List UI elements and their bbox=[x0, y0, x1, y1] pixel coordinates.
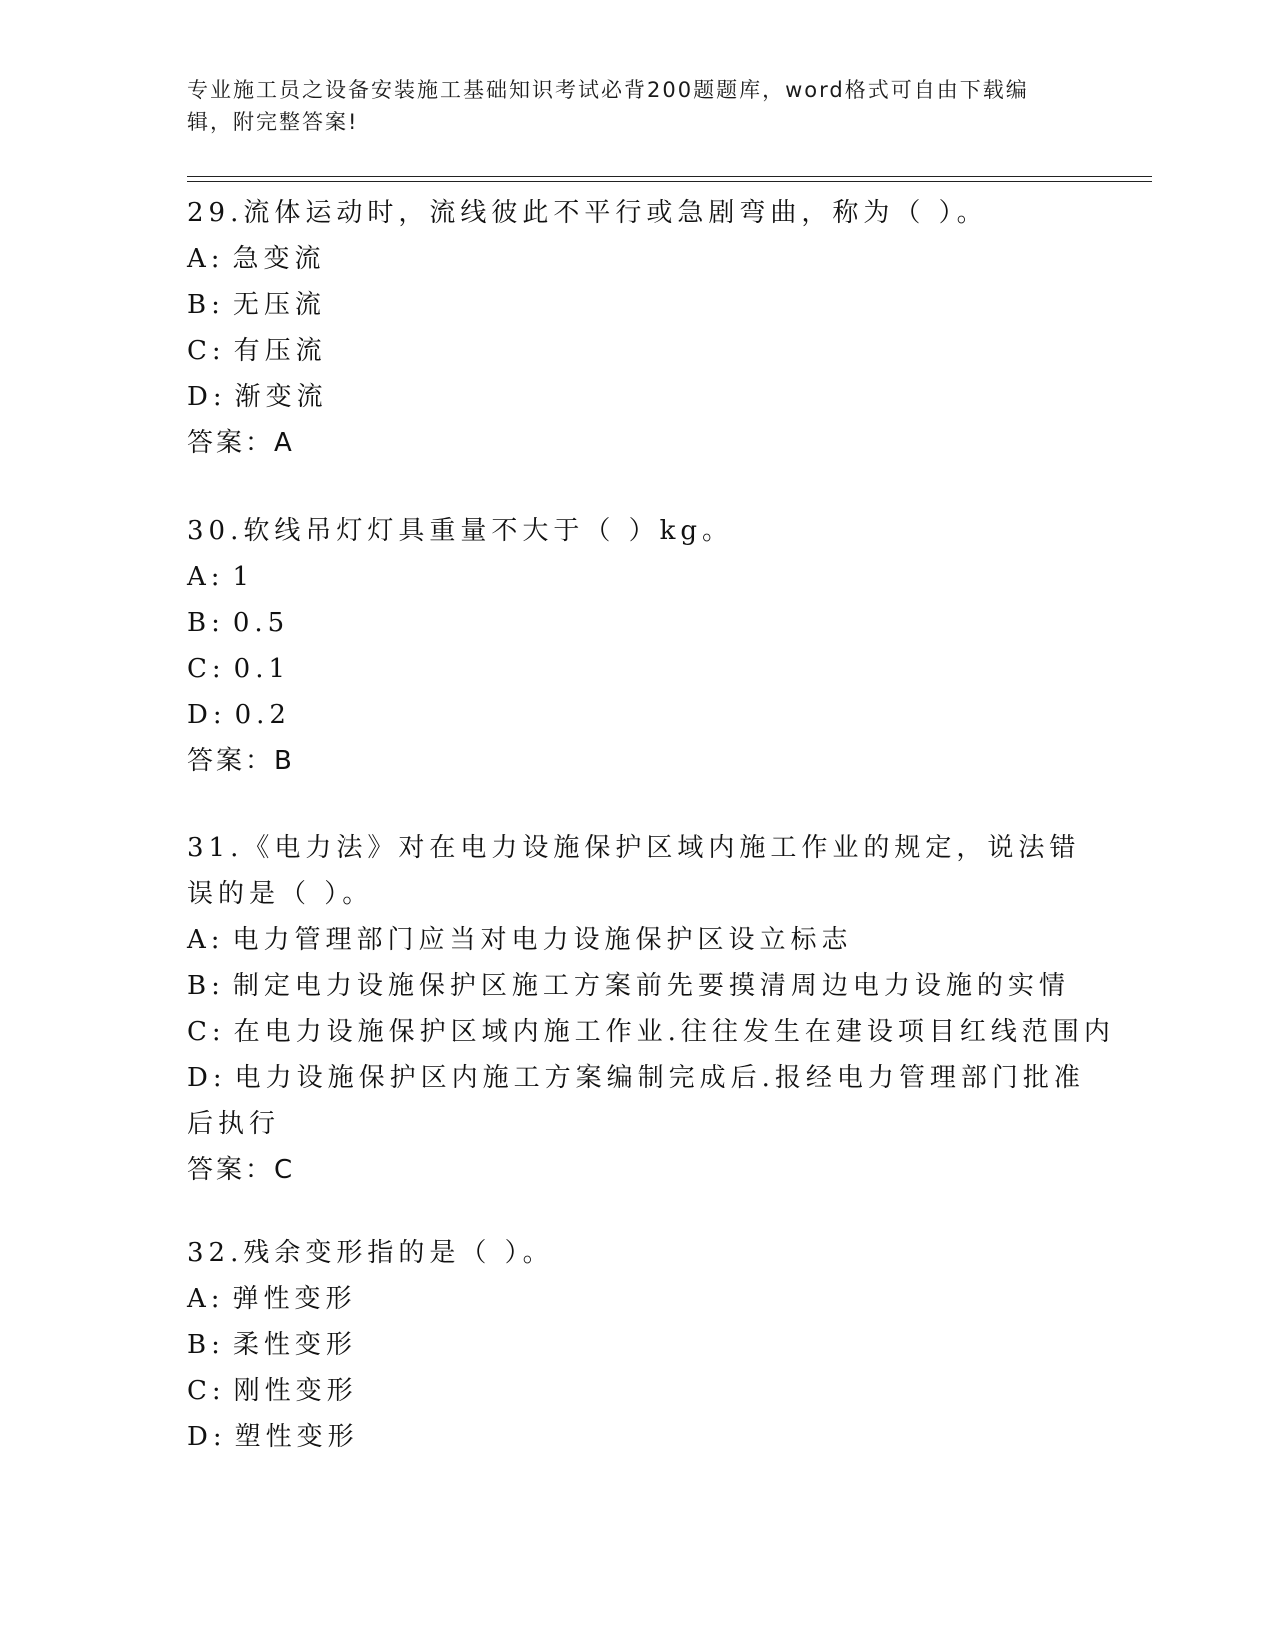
option-c: C: 0.1 bbox=[187, 654, 291, 684]
option-text: 渐变流 bbox=[234, 382, 328, 412]
option-d: D: 塑性变形 bbox=[187, 1422, 359, 1452]
question-stem: 29.流体运动时，流线彼此不平行或急剧弯曲，称为（ ）。 bbox=[187, 198, 988, 228]
option-text: 有压流 bbox=[233, 336, 327, 366]
option-d: D: 渐变流 bbox=[187, 382, 328, 412]
option-c: C: 有压流 bbox=[187, 336, 327, 366]
option-b: B: 制定电力设施保护区施工方案前先要摸清周边电力设施的实情 bbox=[187, 971, 1070, 1001]
option-text: 柔性变形 bbox=[232, 1330, 357, 1360]
option-text: 0.1 bbox=[233, 654, 291, 684]
option-text: 急变流 bbox=[232, 244, 326, 274]
question-32 bbox=[187, 1230, 1087, 1460]
answer-line: 答案：B bbox=[187, 746, 295, 776]
option-b: B: 0.5 bbox=[187, 608, 290, 638]
question-stem: 31.《电力法》对在电力设施保护区域内施工作业的规定，说法错误的是（ ）。 bbox=[187, 833, 1081, 909]
option-a: A: 电力管理部门应当对电力设施保护区设立标志 bbox=[187, 925, 853, 955]
option-text: 1 bbox=[232, 562, 255, 592]
answer-line: 答案：A bbox=[187, 428, 295, 458]
option-text: 制定电力设施保护区施工方案前先要摸清周边电力设施的实情 bbox=[232, 971, 1070, 1001]
option-d: D: 电力设施保护区内施工方案编制完成后.报经电力管理部门批准后执行 bbox=[187, 1063, 1085, 1139]
option-text: 无压流 bbox=[232, 290, 326, 320]
option-text: 刚性变形 bbox=[233, 1376, 358, 1406]
option-text: 弹性变形 bbox=[232, 1284, 357, 1314]
option-c: C: 在电力设施保护区域内施工作业.往往发生在建设项目红线范围内 bbox=[187, 1017, 1115, 1047]
option-b: B: 无压流 bbox=[187, 290, 326, 320]
option-text: 0.2 bbox=[234, 700, 291, 730]
question-29 bbox=[187, 190, 1087, 466]
answer-line: 答案：C bbox=[187, 1155, 296, 1185]
option-text: 电力设施保护区内施工方案编制完成后.报经电力管理部门批准后执行 bbox=[187, 1063, 1085, 1139]
question-stem: 30.软线吊灯灯具重量不大于（ ）kg。 bbox=[187, 516, 734, 546]
option-text: 塑性变形 bbox=[234, 1422, 359, 1452]
option-text: 在电力设施保护区域内施工作业.往往发生在建设项目红线范围内 bbox=[233, 1017, 1115, 1047]
header-divider-top bbox=[187, 176, 1152, 177]
question-31 bbox=[187, 825, 1115, 1193]
question-30 bbox=[187, 508, 1087, 784]
option-a: A: 急变流 bbox=[187, 244, 326, 274]
option-text: 0.5 bbox=[232, 608, 290, 638]
option-a: A: 弹性变形 bbox=[187, 1284, 357, 1314]
option-b: B: 柔性变形 bbox=[187, 1330, 357, 1360]
document-header: 专业施工员之设备安装施工基础知识考试必背200题题库，word格式可自由下载编辑，附完整答案! bbox=[187, 78, 1029, 134]
option-d: D: 0.2 bbox=[187, 700, 291, 730]
option-c: C: 刚性变形 bbox=[187, 1376, 358, 1406]
option-text: 电力管理部门应当对电力设施保护区设立标志 bbox=[232, 925, 853, 955]
question-stem: 32.残余变形指的是（ ）。 bbox=[187, 1238, 554, 1268]
header-divider-bottom bbox=[187, 181, 1152, 182]
option-a: A: 1 bbox=[187, 562, 255, 592]
